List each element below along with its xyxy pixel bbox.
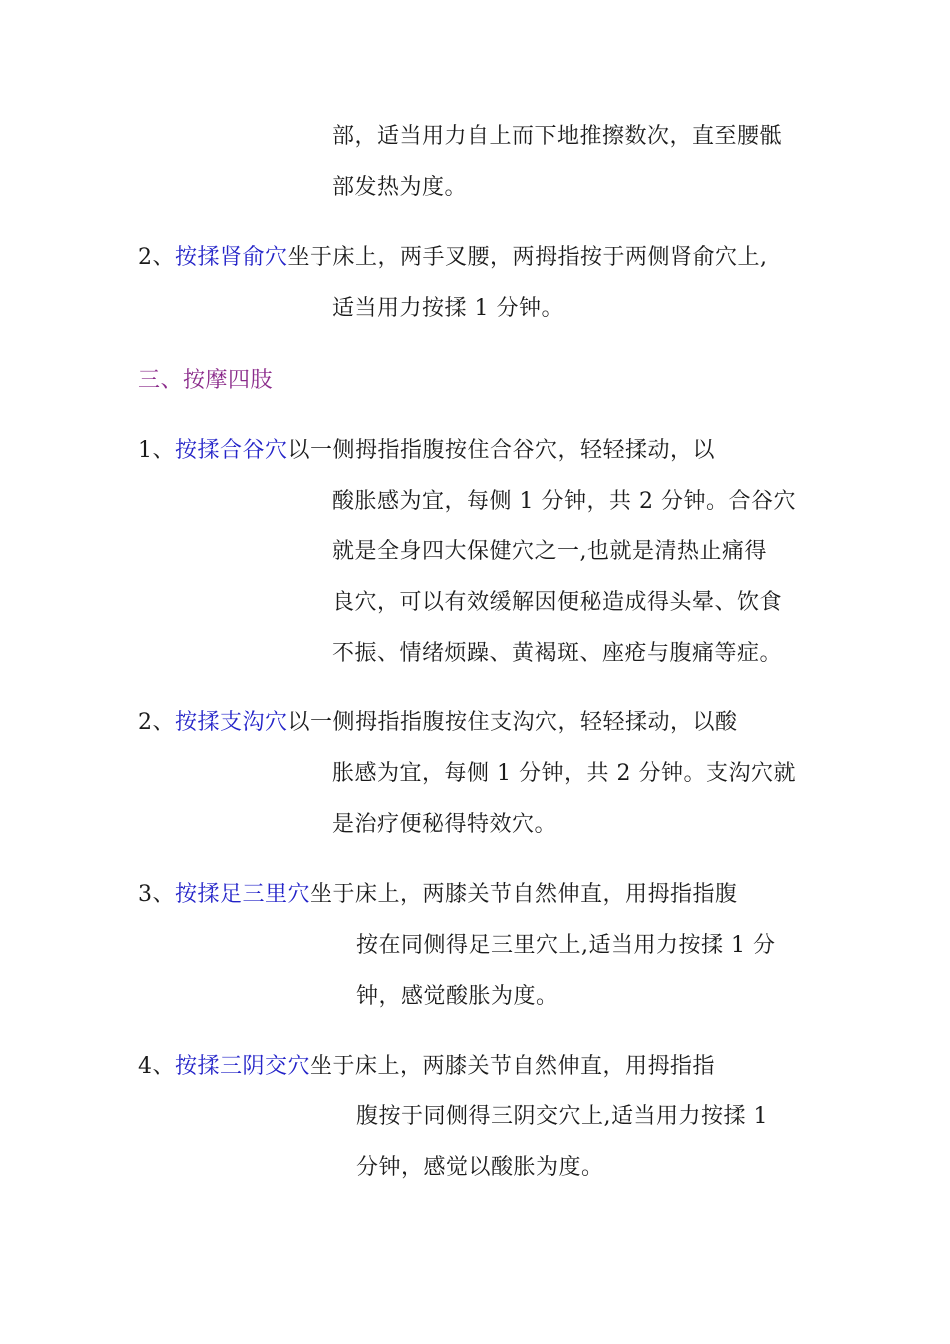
list-item-sanyinjiao bbox=[138, 1052, 715, 1082]
list-item-zusanli bbox=[138, 880, 738, 910]
paragraph-line: 部发热为度。 bbox=[332, 175, 468, 200]
paragraph-line: 按在同侧得足三里穴上,适当用力按揉 1 分 bbox=[356, 933, 776, 958]
paragraph-line: 腹按于同侧得三阴交穴上,适当用力按揉 1 bbox=[356, 1104, 768, 1129]
list-number: 3、 bbox=[138, 882, 175, 907]
acupoint-title: 按揉合谷穴 bbox=[175, 438, 288, 463]
list-item-shenshu bbox=[138, 243, 768, 273]
paragraph-line: 适当用力按揉 1 分钟。 bbox=[332, 296, 564, 321]
paragraph-line: 是治疗便秘得特效穴。 bbox=[332, 812, 558, 837]
list-item-hegu bbox=[138, 436, 715, 466]
item-text: 坐于床上，两膝关节自然伸直，用拇指指 bbox=[310, 1054, 716, 1079]
paragraph-line: 酸胀感为宜，每侧 1 分钟，共 2 分钟。合谷穴 bbox=[332, 489, 796, 514]
paragraph-line: 不振、情绪烦躁、黄褐斑、座疮与腹痛等症。 bbox=[332, 641, 783, 666]
list-item-zhigou bbox=[138, 708, 738, 738]
item-text: 以一侧拇指指腹按住合谷穴，轻轻揉动，以 bbox=[287, 438, 716, 463]
item-text: 以一侧拇指指腹按住支沟穴，轻轻揉动，以酸 bbox=[287, 710, 738, 735]
acupoint-title: 按揉肾俞穴 bbox=[175, 245, 288, 270]
acupoint-title: 按揉足三里穴 bbox=[175, 882, 311, 907]
paragraph-line: 就是全身四大保健穴之一,也就是清热止痛得 bbox=[332, 539, 767, 564]
acupoint-title: 按揉三阴交穴 bbox=[175, 1054, 311, 1079]
item-text: 坐于床上，两手叉腰，两拇指按于两侧肾俞穴上, bbox=[287, 245, 768, 270]
paragraph-line: 良穴，可以有效缓解因便秘造成得头晕、饮食 bbox=[332, 590, 783, 615]
list-number: 4、 bbox=[138, 1054, 175, 1079]
item-text: 坐于床上，两膝关节自然伸直，用拇指指腹 bbox=[310, 882, 738, 907]
paragraph-line: 部，适当用力自上而下地推擦数次，直至腰骶 bbox=[332, 124, 783, 149]
acupoint-title: 按揉支沟穴 bbox=[175, 710, 288, 735]
paragraph-line: 胀感为宜，每侧 1 分钟，共 2 分钟。支沟穴就 bbox=[332, 761, 796, 786]
paragraph-line: 钟，感觉酸胀为度。 bbox=[356, 984, 559, 1009]
section-heading: 三、按摩四肢 bbox=[138, 368, 274, 393]
list-number: 2、 bbox=[138, 245, 175, 270]
list-number: 2、 bbox=[138, 710, 175, 735]
list-number: 1、 bbox=[138, 438, 175, 463]
paragraph-line: 分钟，感觉以酸胀为度。 bbox=[356, 1155, 604, 1180]
